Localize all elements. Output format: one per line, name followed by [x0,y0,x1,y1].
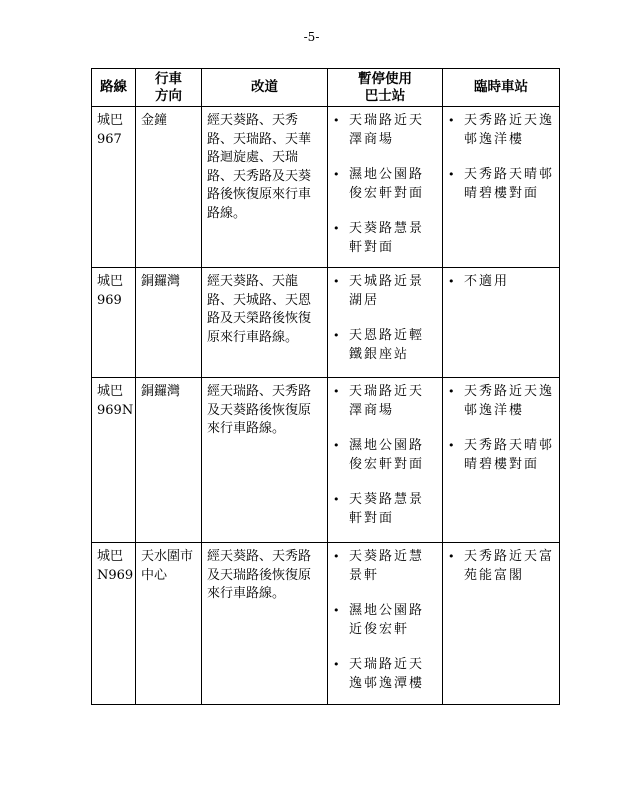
page-number: -5- [303,30,320,44]
bullet-icon: • [333,550,340,563]
suspended-stops-cell [328,268,443,378]
temporary-stops-cell-list [448,383,554,474]
header-diversion: 改道 [202,69,328,107]
bullet-icon: • [333,329,340,342]
list-item [333,273,437,310]
suspended-stop: 天葵路近慧景軒 [349,549,425,583]
route-cell [92,543,136,705]
diversion-cell [202,268,328,378]
list-item [333,327,437,364]
diversion-cell [202,543,328,705]
bullet-icon: • [333,385,340,398]
suspended-stops-cell-list [333,548,437,693]
bullet-icon: • [333,604,340,617]
list-item [333,602,437,639]
temporary-stops-cell-list [448,548,554,585]
table-row [92,107,560,268]
route-number: 城巴 N969 [97,549,134,583]
route-number: 城巴 969 [97,274,124,308]
bullet-icon: • [333,439,340,452]
temporary-stop: 天秀路近天富苑能富閣 [464,549,555,583]
suspended-stops-cell-list [333,273,437,364]
list-item [333,491,437,528]
bus-diversion-table [91,68,560,705]
list-item [333,220,437,257]
temporary-stops-cell [443,543,560,705]
temporary-stop: 天秀路近天逸邨逸洋樓 [464,384,555,418]
table-row [92,378,560,543]
suspended-stop: 天瑞路近天澤商場 [349,384,425,418]
direction-cell [136,268,202,378]
list-item [448,437,554,474]
suspended-stops-cell [328,378,443,543]
diversion-cell [202,378,328,543]
bullet-icon: • [333,658,340,671]
table-row [92,543,560,705]
suspended-stop: 天葵路慧景軒對面 [349,221,425,255]
bullet-icon: • [333,493,340,506]
bullet-icon: • [333,168,340,181]
suspended-stop: 濕地公園路俊宏軒對面 [349,167,425,201]
list-item [333,166,437,203]
temporary-stops-cell [443,268,560,378]
temporary-stop: 天秀路天晴邨晴碧樓對面 [464,438,555,472]
temporary-stops-cell-list [448,112,554,203]
suspended-stop: 天瑞路近天逸邨逸潭樓 [349,657,425,691]
bullet-icon: • [333,114,340,127]
header-route: 路線 [92,69,136,107]
suspended-stops-cell [328,107,443,268]
suspended-stop: 天瑞路近天澤商場 [349,113,425,147]
bullet-icon: • [448,168,455,181]
list-item [333,548,437,585]
bullet-icon: • [333,275,340,288]
temporary-stop: 天秀路天晴邨晴碧樓對面 [464,167,555,201]
direction-cell [136,543,202,705]
route-cell [92,268,136,378]
suspended-stop: 天城路近景湖居 [349,274,425,308]
bullet-icon: • [448,439,455,452]
list-item [333,656,437,693]
suspended-stop: 天葵路慧景軒對面 [349,492,425,526]
list-item [448,166,554,203]
table-row [92,268,560,378]
diversion-text: 經天葵路、天秀路及天瑞路後恢復原來行車路線。 [207,549,312,601]
direction-text: 銅鑼灣 [141,384,181,399]
suspended-stops-cell [328,543,443,705]
list-item [448,548,554,585]
list-item [333,383,437,420]
bullet-icon: • [448,275,455,288]
temporary-stop: 不適用 [464,274,510,289]
route-number: 城巴 969N [97,384,134,418]
route-cell [92,378,136,543]
diversion-text: 經天葵路、天龍路、天城路、天恩路及天榮路後恢復原來行車路線。 [207,274,312,345]
suspended-stops-cell-list [333,383,437,528]
header-temporary-stops: 臨時車站 [443,69,560,107]
direction-cell [136,378,202,543]
bullet-icon: • [333,222,340,235]
direction-cell [136,107,202,268]
direction-text: 天水圍市中心 [141,549,194,583]
diversion-cell [202,107,328,268]
diversion-text: 經天葵路、天秀路、天瑞路、天華路迴旋處、天瑞路、天秀路及天葵路後恢復原來行車路線。 [207,113,312,221]
temporary-stops-cell-list [448,273,554,292]
suspended-stop: 濕地公園路俊宏軒對面 [349,438,425,472]
bullet-icon: • [448,550,455,563]
bullet-icon: • [448,385,455,398]
suspended-stop: 天恩路近輕鐵銀座站 [349,328,425,362]
route-cell [92,107,136,268]
list-item [333,437,437,474]
list-item [333,112,437,149]
route-number: 城巴 967 [97,113,124,147]
direction-text: 銅鑼灣 [141,274,181,289]
diversion-text: 經天瑞路、天秀路及天葵路後恢復原來行車路線。 [207,384,312,436]
bullet-icon: • [448,114,455,127]
suspended-stop: 濕地公園路近俊宏軒 [349,603,425,637]
table-header-row [92,69,560,107]
header-direction: 行車 方向 [136,69,202,107]
temporary-stops-cell [443,378,560,543]
list-item [448,112,554,149]
header-suspended-stops: 暫停使用 巴士站 [328,69,443,107]
list-item [448,383,554,420]
temporary-stops-cell [443,107,560,268]
temporary-stop: 天秀路近天逸邨逸洋樓 [464,113,555,147]
direction-text: 金鐘 [141,113,168,128]
suspended-stops-cell-list [333,112,437,257]
list-item [448,273,554,292]
